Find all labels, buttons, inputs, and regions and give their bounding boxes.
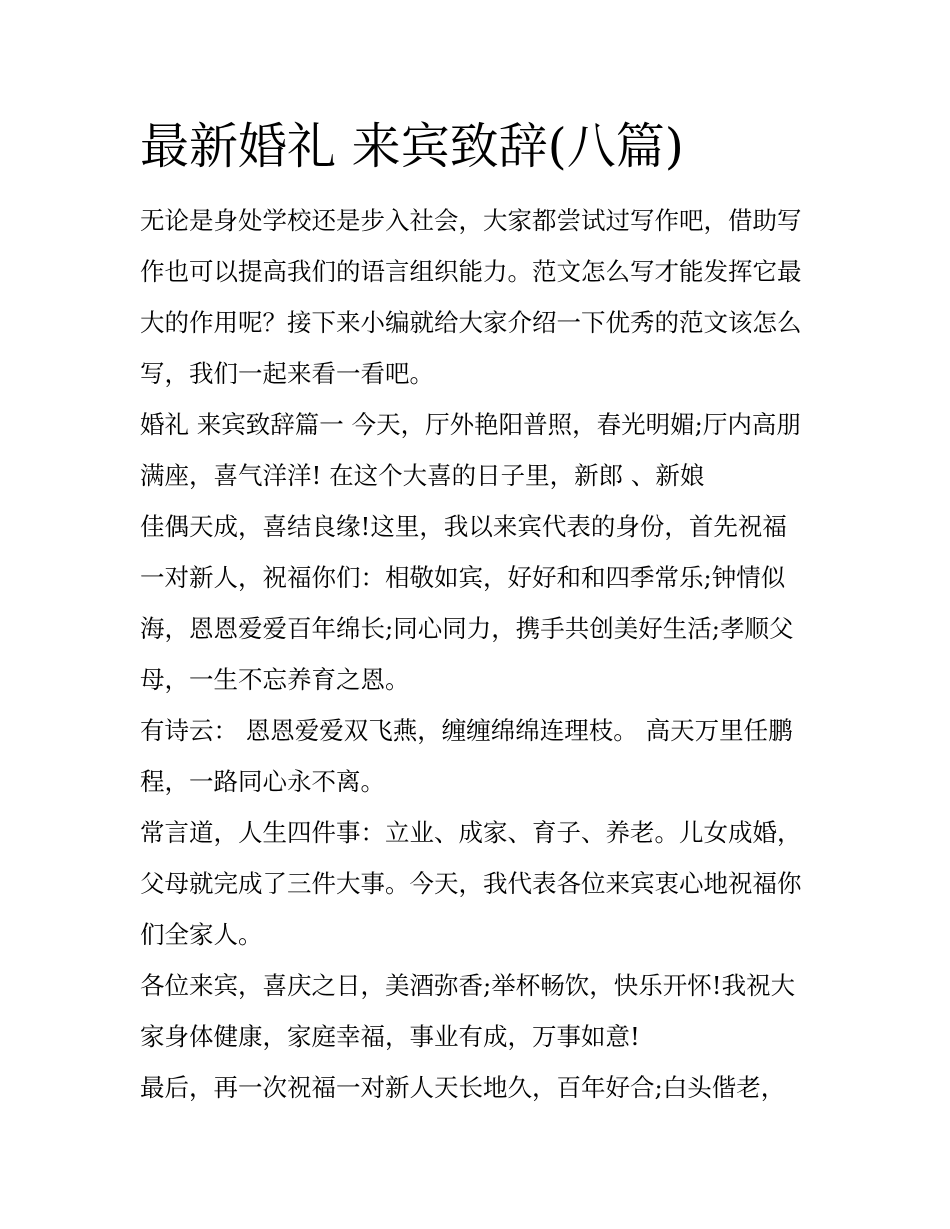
document-title: 最新婚礼 来宾致辞(八篇) (140, 118, 684, 175)
text-line: 家身体健康，家庭幸福，事业有成，万事如意! (140, 1022, 640, 1051)
text-line: 满座，喜气洋洋! 在这个大喜的日子里，新郎 、新娘 (140, 461, 705, 490)
text-line: 常言道，人生四件事：立业、成家、育子、养老。儿女成婚， (140, 818, 802, 847)
text-line: 们全家人。 (140, 920, 263, 949)
text-line: 父母就完成了三件大事。今天，我代表各位来宾衷心地祝福你 (140, 869, 802, 898)
text-line: 婚礼 来宾致辞篇一 今天，厅外艳阳普照，春光明媚;厅内高朋 (140, 410, 801, 439)
text-line: 母，一生不忘养育之恩。 (140, 665, 410, 694)
text-line: 有诗云： 恩恩爱爱双飞燕，缠缠绵绵连理枝。 高天万里任鹏 (140, 716, 793, 745)
text-line: 写，我们一起来看一看吧。 (140, 359, 434, 388)
text-line: 作也可以提高我们的语言组织能力。范文怎么写才能发挥它最 (140, 257, 802, 286)
text-line: 各位来宾，喜庆之日，美酒弥香;举杯畅饮，快乐开怀!我祝大 (140, 971, 796, 1000)
text-line: 无论是身处学校还是步入社会，大家都尝试过写作吧，借助写 (140, 206, 802, 235)
text-line: 最后，再一次祝福一对新人天长地久，百年好合;白头偕老， (140, 1073, 786, 1102)
text-line: 海，恩恩爱爱百年绵长;同心同力，携手共创美好生活;孝顺父 (140, 614, 794, 643)
text-line: 一对新人，祝福你们：相敬如宾，好好和和四季常乐;钟情似 (140, 563, 786, 592)
text-line: 佳偶天成，喜结良缘!这里，我以来宾代表的身份，首先祝福 (140, 512, 787, 541)
text-line: 大的作用呢？接下来小编就给大家介绍一下优秀的范文该怎么 (140, 308, 802, 337)
text-line: 程，一路同心永不离。 (140, 767, 385, 796)
